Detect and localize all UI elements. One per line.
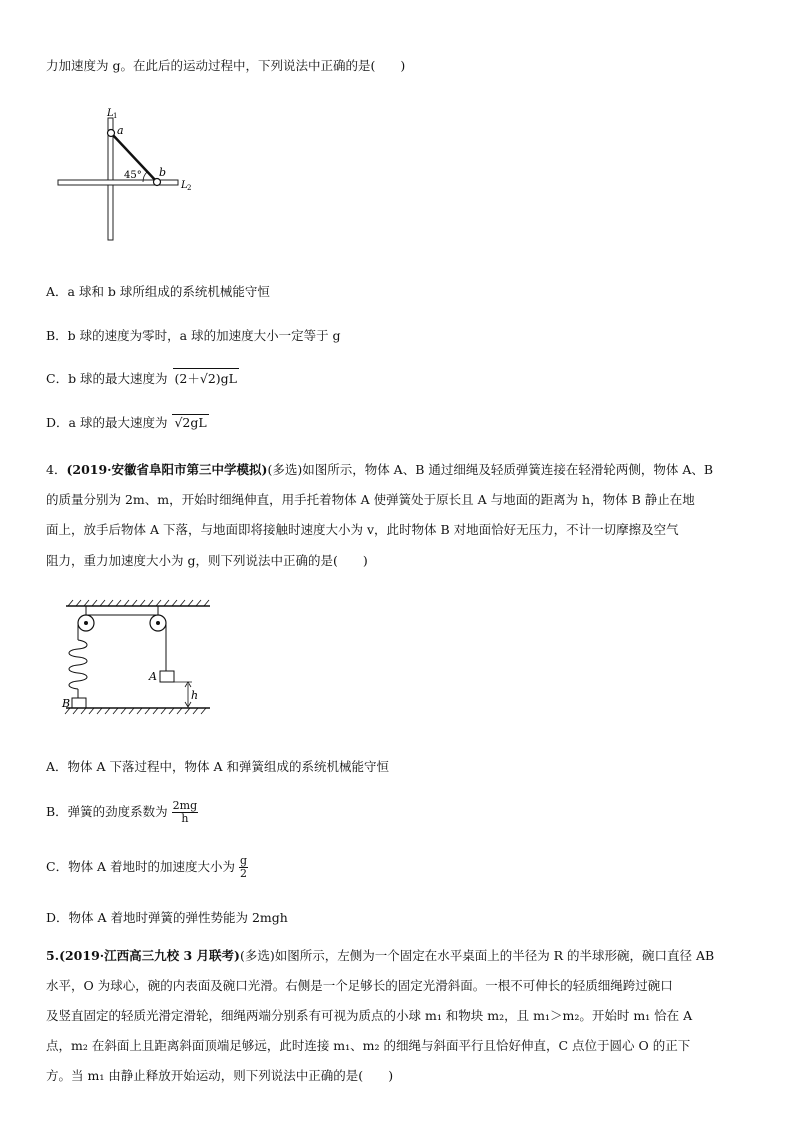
- label-L1: L: [107, 108, 114, 119]
- label-b: b: [159, 166, 167, 179]
- q4-option-b-num: 2mg: [172, 799, 198, 812]
- q5-number: 5.: [46, 948, 60, 963]
- q4-line-1-text: (多选)如图所示，物体 A、B 通过细绳及轻质弹簧连接在轻滑轮两侧，物体 A、B: [267, 462, 714, 477]
- q4-option-c-den: 2: [240, 867, 248, 880]
- q4-line-2: 的质量分别为 2m、m，开始时细绳伸直，用手托着物体 A 使弹簧处于原长且 A 与地面的距离为 h，物体 B 静止在地: [46, 492, 695, 507]
- q3-option-a: A．a 球和 b 球所组成的系统机械能守恒: [46, 284, 270, 299]
- q3-option-c: [46, 368, 239, 387]
- q5-source: (2019·江西高三九校 3 月联考): [59, 948, 240, 963]
- q3-option-d-prefix: D．a 球的最大速度为: [46, 415, 168, 430]
- q4-option-b-prefix: B．弹簧的劲度系数为: [46, 804, 168, 819]
- q5-line-1: [46, 946, 714, 964]
- q4-option-d: D．物体 A 着地时弹簧的弹性势能为 2mgh: [46, 910, 288, 925]
- q5-line-3: 及竖直固定的轻质光滑定滑轮，细绳两端分别系有可视为质点的小球 m₁ 和物块 m₂，且 m₁＞m₂。开始时 m₁ 恰在 A: [46, 1008, 693, 1023]
- q4-option-b-den: h: [181, 812, 189, 825]
- q4-line-3: 面上，放手后物体 A 下落，与地面即将接触时速度大小为 v，此时物体 B 对地面恰好无压力，不计一切摩擦及空气: [46, 522, 679, 537]
- label-L2-sub: 2: [187, 184, 192, 192]
- q4-option-c-fraction: [239, 855, 248, 880]
- label-L2: L: [181, 180, 188, 191]
- q5-line-1-text: (多选)如图所示，左侧为一个固定在水平桌面上的半径为 R 的半球形碗，碗口直径 AB: [239, 948, 715, 963]
- q5-line-5: 方。当 m₁ 由静止释放开始运动，则下列说法中正确的是( ): [46, 1068, 394, 1083]
- q4-option-c-num: g: [240, 854, 248, 867]
- q3-option-d: [46, 413, 209, 431]
- label-B: B: [62, 697, 71, 710]
- q4-figure: [60, 598, 220, 723]
- label-h: h: [191, 689, 199, 702]
- q4-option-c-prefix: C．物体 A 着地时的加速度大小为: [46, 859, 236, 874]
- label-a: a: [117, 124, 124, 137]
- q4-option-c: [46, 855, 248, 880]
- q3-option-c-prefix: C．b 球的最大速度为: [46, 371, 168, 386]
- q3-stem-tail: 力加速度为 g。在此后的运动过程中，下列说法中正确的是( ): [46, 58, 406, 73]
- q4-number: 4．: [46, 462, 67, 477]
- q5-line-4: 点，m₂ 在斜面上且距离斜面顶端足够远，此时连接 m₁、m₂ 的细绳与斜面平行且恰好伸直，C 点位于圆心 O 的正下: [46, 1038, 691, 1053]
- q4-option-a: A．物体 A 下落过程中，物体 A 和弹簧组成的系统机械能守恒: [46, 759, 389, 774]
- q3-option-d-expr: √2gL: [174, 415, 207, 430]
- q3-option-c-expr: (2＋√2)gL: [173, 368, 239, 387]
- q4-source: (2019·安徽省阜阳市第三中学模拟): [66, 462, 268, 477]
- q4-option-b-fraction: [172, 800, 198, 825]
- q3-figure: [50, 100, 210, 250]
- label-A: A: [149, 670, 157, 683]
- q4-line-1: [46, 460, 713, 478]
- q5-line-2: 水平，O 为球心，碗的内表面及碗口光滑。右侧是一个足够长的固定光滑斜面。一根不可伸长的轻质细绳跨过碗口: [46, 978, 673, 993]
- label-L1-sub: 1: [113, 112, 118, 120]
- label-angle: 45°: [124, 170, 142, 181]
- q3-option-b: B．b 球的速度为零时，a 球的加速度大小一定等于 g: [46, 328, 341, 343]
- q4-option-b: [46, 800, 198, 825]
- q4-line-4: 阻力，重力加速度大小为 g，则下列说法中正确的是( ): [46, 553, 368, 568]
